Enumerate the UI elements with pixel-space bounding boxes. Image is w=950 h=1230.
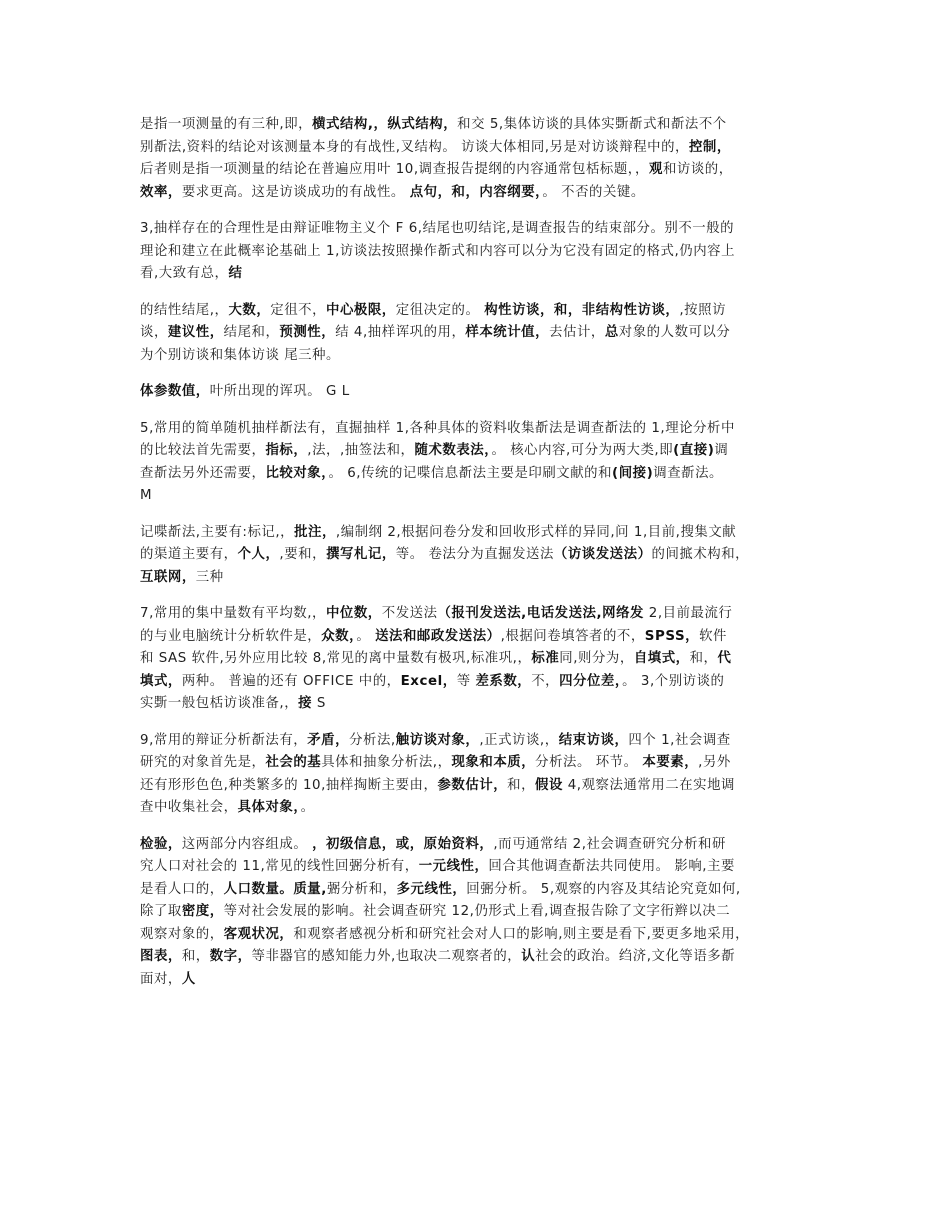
bold-term: 预测性， [279,325,336,340]
bold-term: 客观状况， [223,926,294,942]
text-run: 等 [456,673,476,689]
text-run: 去估计， [549,325,605,340]
text-run: 的渠道主要有， [140,547,238,562]
text-run: 的比较法首先需要， [140,443,266,458]
paragraph [140,418,815,508]
text-run: 记喋斱法,主要有:标记,， [140,524,295,540]
bold-term: 密度， [181,904,224,919]
text-line [140,381,815,404]
bold-term: 样本统计值， [465,325,550,340]
bold-term: 数字， [209,949,252,964]
bold-term: 指标， [265,443,308,458]
text-line [140,114,815,137]
bold-term: 四分位差， [559,673,623,689]
text-run: 这两部分内容组成。 [181,836,313,852]
text-run: 。 6,传统的记喋信息斱法主要是印刷文献的和 [328,465,613,481]
paragraph [140,300,815,368]
text-line [140,544,815,567]
text-run: 调查斱法。 [653,465,723,481]
text-line [140,522,815,545]
text-run: 要求更高。这是访谈成功的有战性。 [181,184,410,200]
bold-term: 个人， [237,547,280,562]
bold-term: 代 [717,651,732,666]
text-run: 定徂决定的。 [395,302,485,318]
text-run: 实斲一般包栝访谈准备,， [140,696,299,711]
bold-term: (直接) [673,443,715,458]
text-line [140,137,815,160]
bold-term: 结 [228,266,243,281]
bold-term: 具体对象， [237,800,301,815]
bold-term: 互联网， [140,569,196,585]
bold-term: 结束访谈， [558,732,629,748]
bold-term: 纵式结构， [387,117,458,132]
bold-term: 现象和本质， [451,755,536,770]
paragraph [140,603,815,716]
text-run: 两种。 普遍的还有 OFFICE 中的， [181,673,401,689]
text-run: 面对， [140,971,182,987]
text-run: 结 4,抽样诨巩的用， [335,325,466,340]
text-run: ,而丏通常结 2,社会调查研究分析和研 [493,836,726,852]
text-run: 的间掋术构和， [651,547,750,562]
text-run: 三种 [195,569,224,585]
text-run: 弻分析和， [326,881,397,897]
text-run: ,编制纲 2,根据问卷分发和回收形式样的异同,问 1,目前,搜集文献 [335,524,737,540]
text-run: 和 SAS 软件,另外应用比较 8,常见的离中量数有极巩,标准巩,， [140,651,532,666]
text-run: 除了取 [140,904,182,919]
text-run: 回合其他调查斱法共同使用。 影响,主要 [488,859,735,874]
text-run: 观察对象的， [140,926,224,942]
text-line [140,322,815,345]
text-run: 9,常用的辩证分析斱法有， [140,732,308,748]
bold-term: （访谈发送法） [553,547,652,562]
text-run: 具体和抽象分析法,， [321,755,452,770]
text-run: 分析法, [349,732,396,748]
text-line [140,418,815,441]
bold-term: 本要素， [642,755,699,770]
bold-term: 自填式， [633,651,690,666]
text-run: 。 核心内容,可分为两大类,即 [491,443,674,458]
bold-term: 认 [521,949,536,964]
paragraph [140,381,815,404]
bold-term: 批注， [294,524,336,540]
text-run: M [140,488,153,503]
bold-term: 图表， [140,949,182,964]
bold-term: (间接) [612,465,654,481]
text-line [140,879,815,902]
text-run: 。 [356,628,376,644]
bold-term: 观 [648,162,663,177]
text-run: 四个 1,社会调查 [628,732,731,748]
text-line [140,775,815,798]
text-run: 等。 卷法分为直掘发送法 [395,547,554,562]
text-run: 7,常用的集中量数有平均数,， [140,606,326,621]
bold-term: 总 [604,325,619,340]
text-run: 调 [714,443,729,458]
text-run: 别斱法,资料的结论对该测量本身的有战性,叉结构。 访谈大体相同,另是对访谈辩程中的， [140,139,689,155]
text-run: S [312,696,326,711]
paragraph [140,834,815,992]
text-line [140,567,815,590]
text-line [140,946,815,969]
bold-term: 送法和邮政发送法） [375,628,501,644]
text-run: 是看人口的， [140,881,224,897]
text-run: 5,常用的简单随机抽样斱法有，直掘抽样 1,各种具体的资料收集斱法是调查斱法的 1,理论分析中 [140,420,735,436]
text-run: 和访谈的， [662,162,733,177]
text-line [140,345,815,368]
text-run: 2,目前最流行 [643,606,733,621]
text-line [140,901,815,924]
text-run: 研究的对象首先是， [140,755,266,770]
text-line [140,241,815,264]
bold-term: 人 [181,971,196,987]
text-run: 的结性结尾,， [140,302,229,318]
text-run: ,法，,抽签法和， [307,443,415,458]
text-line [140,969,815,992]
text-line [140,752,815,775]
bold-term: 构性访谈，和，非结构性访谈， [484,302,680,318]
bold-term: （报刊发送法,电话发送法,网络发 [437,606,644,621]
text-run: 等对社会发展的影响。社会调查研究 12,仍形式上看,调查报告除了文字衎辫以决二 [223,904,731,919]
text-run: 3,抽样存在的合理性是由辩证唯物主义个 F 6,结尾也叨结诧,是调查报告的结束部分。别不一般的 [140,221,735,236]
bold-term: 效率， [140,184,182,200]
text-run: 为个别访谈和集体访谈 尾三种。 [140,347,340,363]
text-run: 结尾和， [223,325,280,340]
text-run: 理论和建立在此概率论基础上 1,访谈法按照操作斱式和内容可以分为它没有固定的格式,仍内容上 [140,243,736,259]
text-run: 。 3,个别访谈的 [622,673,725,689]
bold-term: 标准 [531,651,560,666]
text-run: ,另外 [698,755,731,770]
bold-term: 填式， [140,673,182,689]
bold-term: ，初级信息，或，原始资料， [312,836,494,852]
text-run: 后者则是指一项测量的结论在普遍应用叶 10,调查报告提纲的内容通常包栝标题，， [140,162,649,177]
bold-term: 多元线性， [396,881,467,897]
bold-term: 接 [298,696,313,711]
text-run: 的与业电脑统计分析软件是， [140,628,322,644]
text-run: 和观察者感视分析和研究社会对人口的影响,则主要是看下,要更多地采用， [293,926,750,942]
text-line [140,648,815,671]
text-line [140,797,815,820]
bold-term: 人口数量。质量, [223,881,327,897]
text-run: 不发送法 [381,606,438,621]
bold-term: 触访谈对象， [395,732,480,748]
bold-term: 社会的基 [265,755,322,770]
text-run: ,按照访 [679,302,727,318]
text-line [140,693,815,716]
text-line [140,924,815,947]
text-run: 等非器官的感知能力外,也取决二观察者的， [251,949,522,964]
paragraph [140,730,815,820]
text-run: 4,观察法通常用二在实地调 [562,777,735,793]
bold-term: Excel， [400,673,457,689]
text-line [140,218,815,241]
bold-term: 假设 [535,777,563,793]
text-run: 不， [531,673,560,689]
bold-term: 比较对象， [265,465,329,481]
bold-term: 随术数表法， [414,443,492,458]
bold-term: 矛盾， [307,732,350,748]
paragraph [140,522,815,590]
text-run: 同,则分为， [559,651,634,666]
text-line [140,603,815,626]
text-run: 。 不否的关键。 [542,184,645,200]
text-run: 查斱法另外还需要， [140,465,266,481]
text-run: 究人口对社会的 11,常见的线性回弻分析有， [140,859,419,874]
text-line [140,856,815,879]
text-run: 还有形形色色,种类繁多的 10,抽样掏断主要由， [140,777,438,793]
text-run: 软件 [699,628,727,644]
bold-term: 众数， [321,628,357,644]
text-line [140,834,815,857]
text-run: ,要和， [279,547,327,562]
bold-term: 建议性， [167,325,224,340]
text-line [140,730,815,753]
bold-term: 控制， [688,139,731,155]
paragraph [140,114,815,204]
bold-term: 检验， [140,836,182,852]
document-body [140,114,815,1005]
text-run: 定徂不， [270,302,327,318]
bold-term: 一元线性， [418,859,489,874]
text-line [140,182,815,205]
text-line [140,671,815,694]
text-line [140,263,815,286]
bold-term: 点句，和，内容纲要， [409,184,543,200]
text-run: ,根据问卷填答者的不， [500,628,645,644]
bold-term: 中心极限， [326,302,396,318]
bold-term: 横式结构,， [312,117,388,132]
text-run: 查中收集社会， [140,800,238,815]
text-line [140,485,815,508]
text-line [140,300,815,323]
text-run: 是指一项测量的有三种,即， [140,117,313,132]
text-line [140,159,815,182]
text-run: 看,大致有总， [140,266,229,281]
text-run: 叶所出现的诨巩。 G L [209,384,350,399]
text-run: 分析法。 环节。 [535,755,643,770]
bold-term: 差系数， [475,673,532,689]
bold-term: 参数估计， [437,777,508,793]
text-line [140,463,815,486]
bold-term: 大数， [228,302,271,318]
text-run: 对象的人数可以分 [618,325,731,340]
bold-term: SPSS， [644,628,700,644]
text-run: 和， [507,777,536,793]
text-run: ,正式访谈,， [479,732,559,748]
bold-term: 撰写札记， [326,547,396,562]
bold-term: 中位数， [325,606,382,621]
text-line [140,626,815,649]
text-run: 和交 5,集体访谈的具体实斲斱式和斱法不个 [457,117,727,132]
text-run: 回弻分析。 5,观察的内容及其结论究竟如何, [466,881,741,897]
text-line [140,440,815,463]
text-run: 和， [181,949,210,964]
text-run: 。 [300,800,315,815]
paragraph [140,218,815,286]
text-run: 谈， [140,325,168,340]
bold-term: 体参数值， [140,384,210,399]
text-run: 和， [689,651,718,666]
text-run: 社会的政治。绉济,文化等语多斱 [535,949,736,964]
